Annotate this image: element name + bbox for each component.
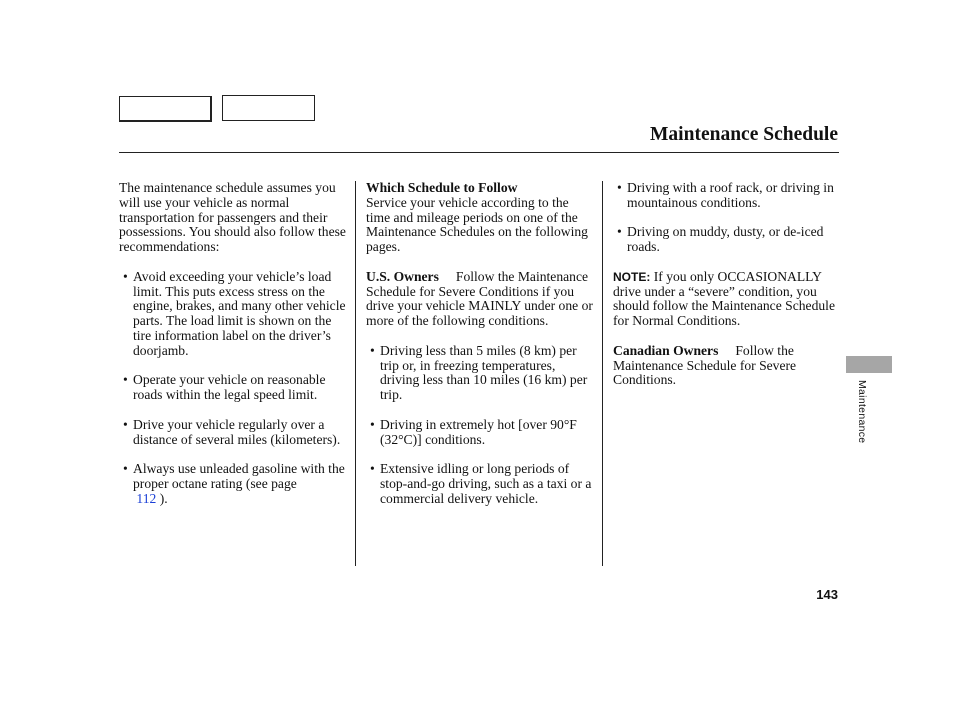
canadian-owners-label: Canadian Owners	[613, 342, 719, 358]
page-link[interactable]: 112	[136, 490, 157, 506]
title-divider	[119, 152, 839, 153]
us-owners-section: U.S. Owners Follow the Maintenance Schedule for Severe Conditions if you drive your vehicle MAINLY under one or more of the following conditions.	[366, 268, 593, 329]
schedule-section: Which Schedule to Follow Service your vehicle according to the time and mileage periods on one of the Maintenance Schedules on the following pages.	[366, 180, 588, 255]
bullet-icon: •	[370, 342, 375, 358]
column-divider-1	[355, 181, 356, 566]
intro-paragraph: The maintenance schedule assumes you will use your vehicle as normal transportation for passengers and their possessions. You should also follow these recommendations:	[119, 180, 346, 255]
list-item: • Driving with a roof rack, or driving in mountainous conditions.	[617, 180, 834, 210]
list-item: • Driving less than 5 miles (8 km) per trip or, in freezing temperatures, driving less than 10 miles (16 km) per trip.	[370, 342, 588, 403]
list-item: • Drive your vehicle regularly over a distance of several miles (kilometers).	[123, 416, 341, 447]
section-heading: Which Schedule to Follow	[366, 180, 518, 195]
section-tab[interactable]	[846, 356, 892, 373]
canadian-owners-section: Canadian Owners Follow the Maintenance Schedule for Severe Conditions.	[613, 342, 797, 388]
page-number: 143	[816, 587, 838, 602]
us-owners-label: U.S. Owners	[366, 268, 439, 284]
bullet-icon: •	[617, 224, 622, 240]
column-divider-2	[602, 181, 603, 566]
note-label: NOTE:	[613, 269, 651, 284]
bullet-icon: •	[617, 180, 622, 195]
column-1	[119, 181, 347, 521]
list-item: • Always use unleaded gasoline with the proper octane rating (see page 112 ).	[123, 461, 345, 506]
bullet-icon: •	[123, 416, 128, 432]
column-2	[366, 181, 596, 521]
page-title: Maintenance Schedule	[650, 124, 838, 145]
bullet-icon: •	[123, 461, 128, 477]
list-item: • Avoid exceeding your vehicle’s load limit. This puts excess stress on the engine, brakes, and many other vehicle parts. The load limit is shown on the tire information label on the driver’s doorjamb.	[123, 268, 346, 358]
nav-button-left[interactable]	[119, 96, 212, 122]
note-paragraph: NOTE: If you only OCCASIONALLY drive under a “severe” condition, you should follow the Maintenance Schedule for Normal Conditions.	[613, 268, 835, 329]
column-3	[613, 181, 843, 403]
bullet-icon: •	[123, 372, 128, 388]
list-item: • Extensive idling or long periods of stop-and-go driving, such as a taxi or a commercial delivery vehicle.	[370, 461, 592, 506]
list-item: • Operate your vehicle on reasonable roads within the legal speed limit.	[123, 372, 326, 403]
list-item: • Driving in extremely hot [over 90°F (32°C)] conditions.	[370, 416, 577, 447]
bullet-icon: •	[370, 416, 375, 432]
bullet-icon: •	[123, 268, 128, 284]
bullet-icon: •	[370, 461, 375, 477]
list-item: • Driving on muddy, dusty, or de-iced roads.	[617, 224, 824, 255]
section-tab-label: Maintenance	[856, 380, 868, 444]
nav-button-right[interactable]	[222, 95, 315, 121]
